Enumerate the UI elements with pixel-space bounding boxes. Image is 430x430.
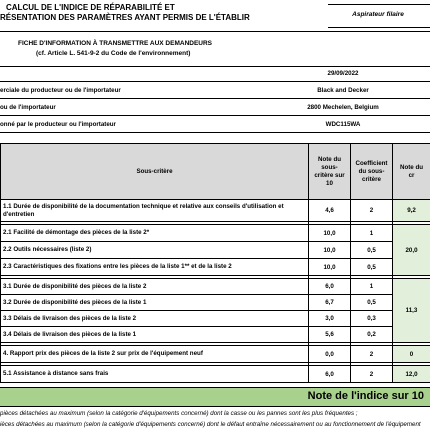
table-row (1, 259, 430, 276)
table-row (1, 346, 430, 363)
fiche-reference: (cf. Article L. 541-9-2 du Code de l'environnement) (36, 50, 191, 57)
row-score: 5,6 (309, 327, 351, 343)
info-divider (0, 81, 430, 82)
info-divider (0, 66, 430, 67)
row-score: 6,7 (309, 295, 351, 311)
row-coefficient: 1 (351, 279, 393, 295)
info-value-brand: Black and Decker (317, 87, 369, 94)
info-label-address: ou de l'importateur (0, 104, 56, 111)
row-label: 2.3 Caractéristiques des fixations entre les pièces de la liste 1** et de la liste 2 (1, 259, 309, 276)
final-score-bar (0, 387, 430, 407)
header-criterion-note: Note du cr (393, 144, 430, 200)
table-row (1, 366, 430, 383)
header-divider (0, 31, 430, 32)
row-label: 3.4 Délais de livraison des pièces de la liste 1 (1, 327, 309, 343)
table-row (1, 327, 430, 343)
table-row (1, 200, 430, 222)
row-score: 0,0 (309, 346, 351, 363)
final-score-label: Note de l'indice sur 10 (307, 390, 424, 402)
row-score: 10,0 (309, 242, 351, 259)
row-coefficient: 0,5 (351, 295, 393, 311)
header-score: Note du sous- critère sur 10 (309, 144, 351, 200)
row-coefficient: 0,2 (351, 327, 393, 343)
row-label: 4. Rapport prix des pièces de la liste 2 sur prix de l'équipement neuf (1, 346, 309, 363)
info-label-model: onné par le producteur ou l'importateur (0, 121, 116, 128)
table-header-row (1, 144, 430, 200)
table-row (1, 311, 430, 327)
sheet-title-line1: CALCUL DE L'INDICE DE RÉPARABILITÉ ET (6, 3, 175, 12)
info-divider (0, 98, 430, 99)
criteria-table (0, 143, 430, 383)
row-score: 6,0 (309, 366, 351, 383)
row-label: 3.2 Durée de disponibilité des pièces de la liste 1 (1, 295, 309, 311)
row-label: 3.1 Durée de disponibilité des pièces de la liste 2 (1, 279, 309, 295)
row-coefficient: 0,5 (351, 259, 393, 276)
group-score-5: 12,0 (393, 366, 430, 383)
row-score: 3,0 (309, 311, 351, 327)
row-coefficient: 1 (351, 225, 393, 242)
info-value-date: 29/09/2022 (327, 70, 359, 77)
group-score-1: 9,2 (393, 200, 430, 222)
info-value-model: WDC115WA (325, 121, 361, 128)
row-label: 3.3 Délais de livraison des pièces de la liste 2 (1, 311, 309, 327)
header-coefficient: Coefficient du sous- critère (351, 144, 393, 200)
table-row (1, 279, 430, 295)
info-label-brand: erciale du producteur ou de l'importateur (0, 87, 121, 94)
row-label: 2.2 Outils nécessaires (liste 2) (1, 242, 309, 259)
footnote-list-2: pièces détachées au maximum (selon la catégorie d'équipements concerné) dont la casse ou les pannes sont les plus fréquentes ; (0, 410, 358, 417)
row-score: 6,0 (309, 279, 351, 295)
appliance-box-top (328, 4, 430, 5)
row-score: 4,6 (309, 200, 351, 222)
sheet-title-line2: RÉSENTATION DES PARAMÈTRES AYANT PERMIS DE L'ÉTABLIR (0, 13, 250, 22)
row-coefficient: 0,3 (351, 311, 393, 327)
row-coefficient: 2 (351, 346, 393, 363)
table-row (1, 242, 430, 259)
group-score-2: 20,0 (393, 225, 430, 276)
row-coefficient: 0,5 (351, 242, 393, 259)
table-row (1, 225, 430, 242)
appliance-type: Aspirateur filaire (352, 11, 404, 18)
row-label: 5.1 Assistance à distance sans frais (1, 366, 309, 383)
group-score-4: 0 (393, 346, 430, 363)
info-divider (0, 115, 430, 116)
group-score-3: 11,3 (393, 279, 430, 343)
table-row (1, 295, 430, 311)
footnote-list-1: ièces détachées au maximum (selon la catégorie d'équipements concerné) dont le défaut entraîne nécessairement ou au fonctionnement de l'équipement (0, 421, 421, 428)
info-value-address: 2800 Mechelen, Belgium (307, 104, 379, 111)
fiche-title: FICHE D'INFORMATION À TRANSMETTRE AUX DEMANDEURS (18, 40, 213, 47)
row-score: 10,0 (309, 259, 351, 276)
row-coefficient: 2 (351, 366, 393, 383)
row-label: 2.1 Facilité de démontage des pièces de la liste 2* (1, 225, 309, 242)
row-score: 10,0 (309, 225, 351, 242)
header-sub-criterion: Sous-critère (1, 144, 309, 200)
row-coefficient: 2 (351, 200, 393, 222)
info-divider (0, 132, 430, 133)
row-label: 1.1 Durée de disponibilité de la documentation technique et relative aux conseils d'utilisation et d'entretien (1, 200, 309, 222)
appliance-box-bottom (328, 27, 430, 28)
